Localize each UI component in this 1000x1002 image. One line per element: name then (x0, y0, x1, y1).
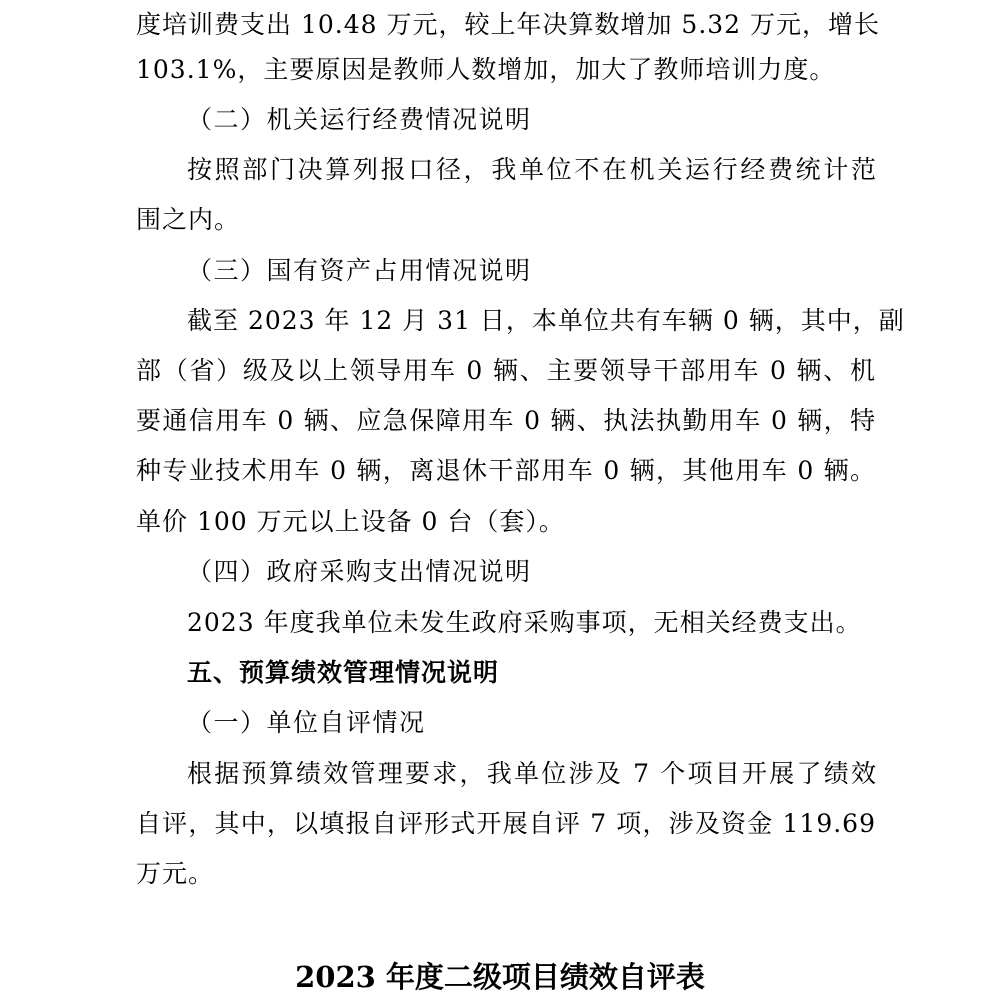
paragraph-line: 按照部门决算列报口径，我单位不在机关运行经费统计范 (187, 155, 877, 184)
paragraph-line: 根据预算绩效管理要求，我单位涉及 7 个项目开展了绩效 (187, 759, 877, 788)
paragraph-line: 围之内。 (136, 205, 241, 234)
paragraph-line: 万元。 (136, 859, 215, 888)
section-heading: （二）机关运行经费情况说明 (187, 105, 532, 134)
paragraph-line: 部（省）级及以上领导用车 0 辆、主要领导干部用车 0 辆、机 (136, 356, 876, 385)
paragraph-line: 度培训费支出 10.48 万元，较上年决算数增加 5.32 万元，增长 (136, 10, 881, 39)
chapter-heading: 五、预算绩效管理情况说明 (187, 658, 500, 687)
paragraph-line: 2023 年度我单位未发生政府采购事项，无相关经费支出。 (187, 608, 862, 637)
paragraph-line: 截至 2023 年 12 月 31 日，本单位共有车辆 0 辆，其中，副 (187, 306, 905, 335)
paragraph-line: 自评，其中，以填报自评形式开展自评 7 项，涉及资金 119.69 (136, 809, 876, 838)
paragraph-line: 要通信用车 0 辆、应急保障用车 0 辆、执法执勤用车 0 辆，特 (136, 406, 876, 435)
section-heading: （三）国有资产占用情况说明 (187, 256, 532, 285)
paragraph-line: 单价 100 万元以上设备 0 台（套）。 (136, 507, 565, 536)
paragraph-line: 种专业技术用车 0 辆，离退休干部用车 0 辆，其他用车 0 辆。 (136, 456, 876, 485)
section-heading: （一）单位自评情况 (187, 708, 426, 737)
paragraph-line: 103.1%，主要原因是教师人数增加，加大了教师培训力度。 (136, 55, 836, 84)
section-heading: （四）政府采购支出情况说明 (187, 557, 532, 586)
table-title: 2023 年度二级项目绩效自评表 (295, 960, 705, 994)
